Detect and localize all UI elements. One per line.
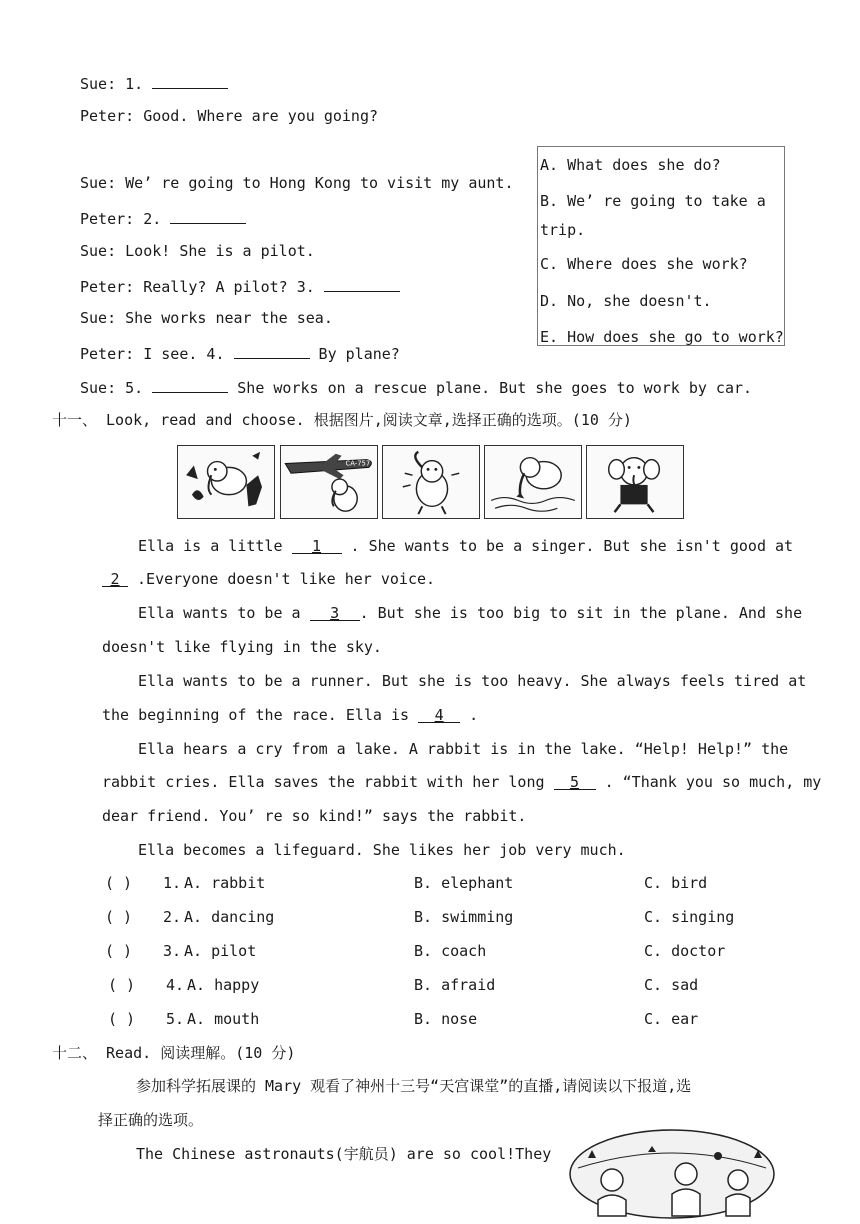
- answer-paren[interactable]: ( ): [108, 1010, 136, 1028]
- section-12-intro-1: 参加科学拓展课的 Mary 观看了神州十三号“天宫课堂”的直播,请阅读以下报道,选: [136, 1077, 692, 1095]
- answer-blank-2[interactable]: [170, 207, 246, 224]
- story-line-7: Ella hears a cry from a lake. A rabbit is in the lake. “Help! Help!” the: [138, 740, 789, 758]
- choice-b: B. nose: [414, 1010, 478, 1028]
- story-blank-1[interactable]: 1: [292, 537, 342, 554]
- option-e: E. How does she go to work?: [540, 328, 784, 346]
- dialogue-line-9: Sue: 5. She works on a rescue plane. But she goes to work by car.: [80, 376, 752, 398]
- answer-blank-3[interactable]: [324, 275, 400, 292]
- story-line-5: Ella wants to be a runner. But she is too heavy. She always feels tired at: [138, 672, 807, 690]
- dialogue-line-3: Sue: We’ re going to Hong Kong to visit my aunt.: [80, 174, 514, 192]
- choice-c: C. doctor: [644, 942, 726, 960]
- choice-a: A. rabbit: [184, 874, 266, 892]
- story-line-9: dear friend. You’ re so kind!” says the rabbit.: [102, 807, 527, 825]
- story-line-6: the beginning of the race. Ella is 4 .: [102, 706, 479, 724]
- plane-label: CA-757: [345, 459, 371, 468]
- story-line-2: 2 .Everyone doesn't like her voice.: [102, 569, 435, 589]
- story-line-1: Ella is a little 1 . She wants to be a singer. But she isn't good at: [138, 537, 794, 555]
- dialogue-line-6: Peter: Really? A pilot? 3.: [80, 275, 400, 297]
- story-blank-5[interactable]: 5: [554, 773, 596, 790]
- dialogue-line-2: Peter: Good. Where are you going?: [80, 107, 379, 125]
- question-number: 3.: [163, 942, 182, 960]
- choice-a: A. happy: [187, 976, 260, 994]
- option-c: C. Where does she work?: [540, 255, 748, 273]
- dialogue-line-4: Peter: 2.: [80, 207, 246, 229]
- option-b: B. We’ re going to take a: [540, 192, 766, 210]
- story-blank-4[interactable]: 4: [418, 706, 460, 723]
- dialogue-line-5: Sue: Look! She is a pilot.: [80, 242, 315, 260]
- choice-b: B. afraid: [414, 976, 496, 994]
- answer-blank-1[interactable]: [152, 72, 228, 89]
- answer-paren[interactable]: ( ): [105, 942, 133, 960]
- question-number: 4.: [166, 976, 185, 994]
- story-line-8: rabbit cries. Ella saves the rabbit with her long 5 . “Thank you so much, my: [102, 773, 822, 791]
- choice-c: C. bird: [644, 874, 708, 892]
- story-line-4: doesn't like flying in the sky.: [102, 638, 382, 656]
- story-blank-2[interactable]: 2: [102, 570, 128, 587]
- answer-paren[interactable]: ( ): [105, 874, 133, 892]
- option-d: D. No, she doesn't.: [540, 292, 712, 310]
- choice-c: C. sad: [644, 976, 699, 994]
- section-12-text-1: The Chinese astronauts(宇航员) are so cool!They: [136, 1145, 552, 1163]
- question-number: 2.: [163, 908, 182, 926]
- story-line-3: Ella wants to be a 3 . But she is too big to sit in the plane. And she: [138, 604, 803, 622]
- question-number: 5.: [166, 1010, 185, 1028]
- answer-blank-4[interactable]: [234, 342, 310, 359]
- dialogue-line-7: Sue: She works near the sea.: [80, 309, 333, 327]
- elephant-with-animals-icon: [177, 445, 275, 519]
- elephant-in-lake-icon: [484, 445, 582, 519]
- option-a: A. What does she do?: [540, 156, 721, 174]
- choice-a: A. dancing: [184, 908, 275, 926]
- answer-paren[interactable]: ( ): [105, 908, 133, 926]
- choice-b: B. coach: [414, 942, 487, 960]
- choice-a: A. pilot: [184, 942, 257, 960]
- story-blank-3[interactable]: 3: [310, 604, 360, 621]
- choice-b: B. swimming: [414, 908, 514, 926]
- answer-paren[interactable]: ( ): [108, 976, 136, 994]
- answer-blank-5[interactable]: [152, 376, 228, 393]
- question-number: 1.: [163, 874, 182, 892]
- astronauts-icon: [568, 1128, 776, 1220]
- elephant-lifeguard-icon: [586, 445, 684, 519]
- story-line-10: Ella becomes a lifeguard. She likes her job very much.: [138, 841, 626, 859]
- choice-b: B. elephant: [414, 874, 514, 892]
- elephant-running-icon: [382, 445, 480, 519]
- option-b-cont: trip.: [540, 221, 586, 239]
- section-12-intro-2: 择正确的选项。: [98, 1111, 204, 1129]
- dialogue-line-8: Peter: I see. 4. By plane?: [80, 342, 400, 364]
- dialogue-line-1: Sue: 1.: [80, 72, 228, 94]
- airplane-icon: [280, 445, 378, 519]
- section-11-title: 十一、 Look, read and choose. 根据图片,阅读文章,选择正确的选项。(10 分): [52, 411, 632, 429]
- choice-a: A. mouth: [187, 1010, 260, 1028]
- options-box: [537, 146, 785, 346]
- choice-c: C. singing: [644, 908, 735, 926]
- section-12-title: 十二、 Read. 阅读理解。(10 分): [52, 1044, 296, 1062]
- choice-c: C. ear: [644, 1010, 699, 1028]
